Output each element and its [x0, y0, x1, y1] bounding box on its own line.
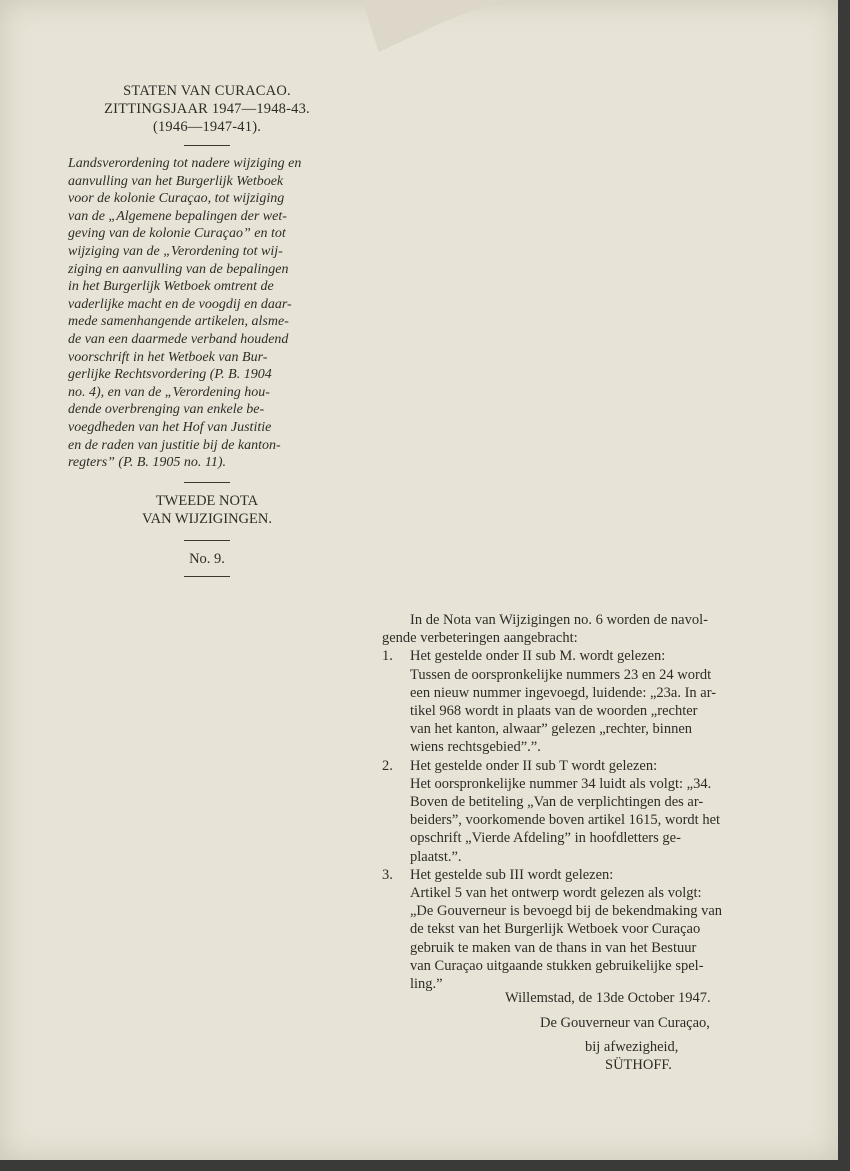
item-line: de tekst van het Burgerlijk Wetboek voor Curaçao	[410, 921, 701, 938]
title-line: de van een daarmede verband houdend	[68, 331, 289, 347]
divider-rule	[184, 540, 230, 541]
title-line: wijziging van de „Verordening tot wij-	[68, 243, 283, 259]
item-line: Het oorspronkelijke nummer 34 luidt als volgt: „34.	[410, 775, 712, 792]
title-line: aanvulling van het Burgerlijk Wetboek	[68, 173, 284, 189]
item-line: van Curaçao uitgaande stukken gebruikelijke spel-	[410, 957, 704, 974]
header-line-1: STATEN VAN CURACAO.	[123, 83, 291, 99]
nota-line-2: VAN WIJZIGINGEN.	[142, 510, 272, 527]
signatory-role: De Gouverneur van Curaçao,	[540, 1015, 710, 1031]
title-line: gerlijke Rechtsvordering (P. B. 1904	[68, 367, 272, 383]
nota-line-1: TWEEDE NOTA	[155, 492, 259, 509]
ordinance-title	[62, 155, 352, 472]
title-line: voor de kolonie Curaçao, tot wijziging	[68, 191, 285, 207]
divider-rule	[184, 482, 230, 483]
title-line: voorschrift in het Wetboek van Bur-	[68, 349, 268, 365]
title-line: in het Burgerlijk Wetboek omtrent de	[68, 279, 274, 295]
divider-rule	[184, 576, 230, 577]
item-line: opschrift „Vierde Afdeling” in hoofdletters ge-	[410, 830, 681, 847]
item-line: Boven de betiteling „Van de verplichtingen des ar-	[410, 794, 704, 811]
place-date: Willemstad, de 13de October 1947.	[505, 990, 711, 1006]
item-line: tikel 968 wordt in plaats van de woorden „rechter	[410, 703, 698, 720]
title-line: no. 4), en van de „Verordening hou-	[68, 384, 270, 400]
item-number: 1.	[382, 648, 393, 665]
title-line: Landsverordening tot nadere wijziging en	[68, 156, 302, 171]
title-line: geving van de kolonie Curaçao” en tot	[68, 226, 286, 242]
title-line: mede samenhangende artikelen, alsme-	[68, 314, 289, 330]
intro-line: In de Nota van Wijzigingen no. 6 worden de navol-	[410, 612, 708, 628]
item-line: Het gestelde onder II sub M. wordt gelezen:	[410, 648, 666, 665]
title-line: regters” (P. B. 1905 no. 11).	[68, 455, 227, 471]
intro-line: gende verbeteringen aangebracht:	[382, 630, 578, 647]
item-line: een nieuw nummer ingevoegd, luidende: „23a. In ar-	[410, 684, 717, 701]
document-number: No. 9.	[189, 550, 225, 567]
title-line: dende overbrenging van enkele be-	[68, 402, 265, 418]
absence-note: bij afwezigheid,	[585, 1039, 679, 1055]
item-line: „De Gouverneur is bevoegd bij de bekendmaking van	[410, 903, 723, 920]
amendment-item	[382, 866, 774, 993]
title-line: vaderlijke macht en de voogdij en daar-	[68, 296, 292, 312]
title-line: ziging en aanvulling van de bepalingen	[68, 261, 289, 277]
item-line: Het gestelde sub III wordt gelezen:	[410, 866, 614, 883]
header-line-3: (1946—1947-41).	[152, 119, 262, 135]
item-line: wiens rechtsgebied”.”.	[410, 739, 541, 756]
item-line: van het kanton, alwaar” gelezen „rechter, binnen	[410, 721, 693, 738]
title-line: en de raden van justitie bij de kanton-	[68, 437, 281, 453]
item-line: beiders”, voorkomende boven artikel 1615, wordt het	[410, 812, 721, 829]
item-number: 3.	[382, 866, 393, 883]
divider-rule	[184, 145, 230, 146]
amendment-item	[382, 647, 774, 756]
signatory-name: SÜTHOFF.	[605, 1057, 672, 1073]
left-column	[62, 82, 352, 586]
item-line: Het gestelde onder II sub T wordt gelezen:	[410, 757, 658, 774]
header-line-2: ZITTINGSJAAR 1947—1948-43.	[104, 101, 310, 117]
item-line: gebruik te maken van de thans in van het Bestuur	[410, 939, 697, 956]
item-number: 2.	[382, 757, 393, 774]
item-line: Artikel 5 van het ontwerp wordt gelezen als volgt:	[410, 885, 702, 902]
item-line: ling.”	[410, 976, 443, 993]
amendments-body	[382, 611, 774, 993]
title-line: voegdheden van het Hof van Justitie	[68, 419, 272, 435]
item-line: Tussen de oorspronkelijke nummers 23 en 24 wordt	[410, 666, 712, 683]
title-line: van de „Algemene bepalingen der wet-	[68, 208, 287, 224]
item-line: plaatst.”.	[410, 848, 462, 865]
amendment-item	[382, 757, 774, 866]
